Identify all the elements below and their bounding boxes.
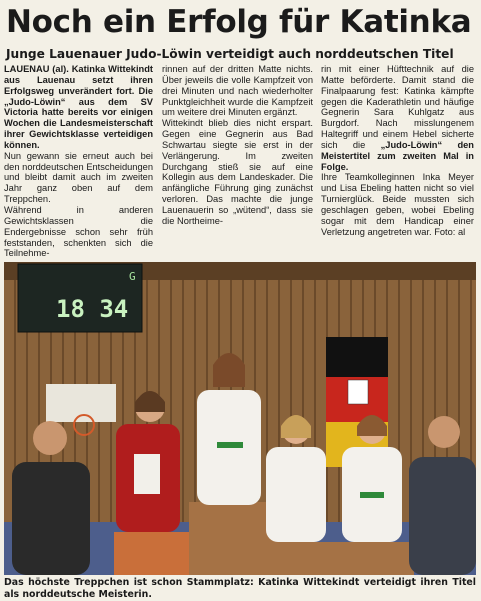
article-headline: Noch ein Erfolg für Katinka (6, 4, 472, 40)
body-paragraph: Während in anderen Gewichtsklassen die Endergebnisse schon sehr früh feststanden, schenkten sich die Teilnehme- (4, 204, 153, 259)
body-text: Ihre Teamkolleginnen Inka Meyer und Lisa Ebeling hatten nicht so viel Turnierglück. Beide mussten sich geschlagen geben, wobei Ebeling sogar mit dem Handicap einer Verletzung angetreten war. (321, 172, 474, 237)
body-paragraph (321, 64, 474, 172)
article-photo (4, 262, 476, 575)
photo-caption: Das höchste Treppchen ist schon Stammplatz: Katinka Wittekindt verteidigt ihren Titel als norddeutsche Meisterin. (4, 577, 476, 600)
scoreboard (18, 264, 142, 332)
article-subheadline: Junge Lauenauer Judo-Löwin verteidigt auch norddeutschen Titel (6, 47, 454, 61)
body-paragraph: Wittekindt blieb dies nicht erspart. Gegen eine Gegnerin aus Bad Schwartau siegte sie erst in der Verlängerung. Im zweiten Durchgang stieß sie auf eine Kollegin aus dem Landeskader. Die anfängliche Führung ging zunächst verloren. Das machte die junge Lauenauerin so „wütend“, dass sie die Northeime- (162, 118, 313, 226)
body-paragraph: rinnen auf der dritten Matte nichts. Über jeweils die volle Kampfzeit von drei Minuten und nach wiederholter Punktgleichheit wurde die Kampfzeit um weitere drei Minuten ergänzt. (162, 64, 313, 118)
podium-2nd (114, 532, 189, 575)
body-paragraph: Nun gewann sie erneut auch bei den norddeutschen Entscheidungen und bleibt damit auch im zweiten Jahr ganz oben auf dem Treppchen. (4, 150, 153, 205)
scoreboard-reading: 18 34 (56, 295, 129, 323)
lead-text: Katinka Wittekindt aus Lauenau setzt ihren Erfolgsweg unverändert fort. Die „Judo-Löwin“ aus dem SV Victoria hatte bereits vor einigen Wochen die Landesmeisterschaft ihrer Gewichtsklasse verteidigen können. (4, 64, 153, 150)
body-paragraph (321, 172, 474, 237)
podium-1st (189, 502, 279, 575)
article-column-1 (4, 64, 153, 260)
article-column-2 (162, 64, 313, 260)
highlight-text: „Judo-Löwin“ den Meistertitel zum zweiten Mal in Folge. (321, 139, 474, 172)
article-column-3 (321, 64, 474, 260)
podium-photo-illustration (4, 262, 476, 575)
body-text: rin mit einer Hüfttechnik auf die Matte beförderte. Damit stand die Finalpaarung fest: Katinka kämpfte gegen die Kaderathletin und häufige Gegnerin Sara Kuhlgatz aus Burgdorf. Nach misslungenem Haltegriff und einem Hebel sicherte sich die (321, 64, 474, 150)
scoreboard-letter: G (129, 270, 136, 283)
dateline: LAUENAU (al). (4, 64, 69, 74)
photo-credit: Foto: al (434, 226, 466, 237)
podium-3rd (269, 542, 414, 575)
lead-paragraph (4, 64, 153, 151)
